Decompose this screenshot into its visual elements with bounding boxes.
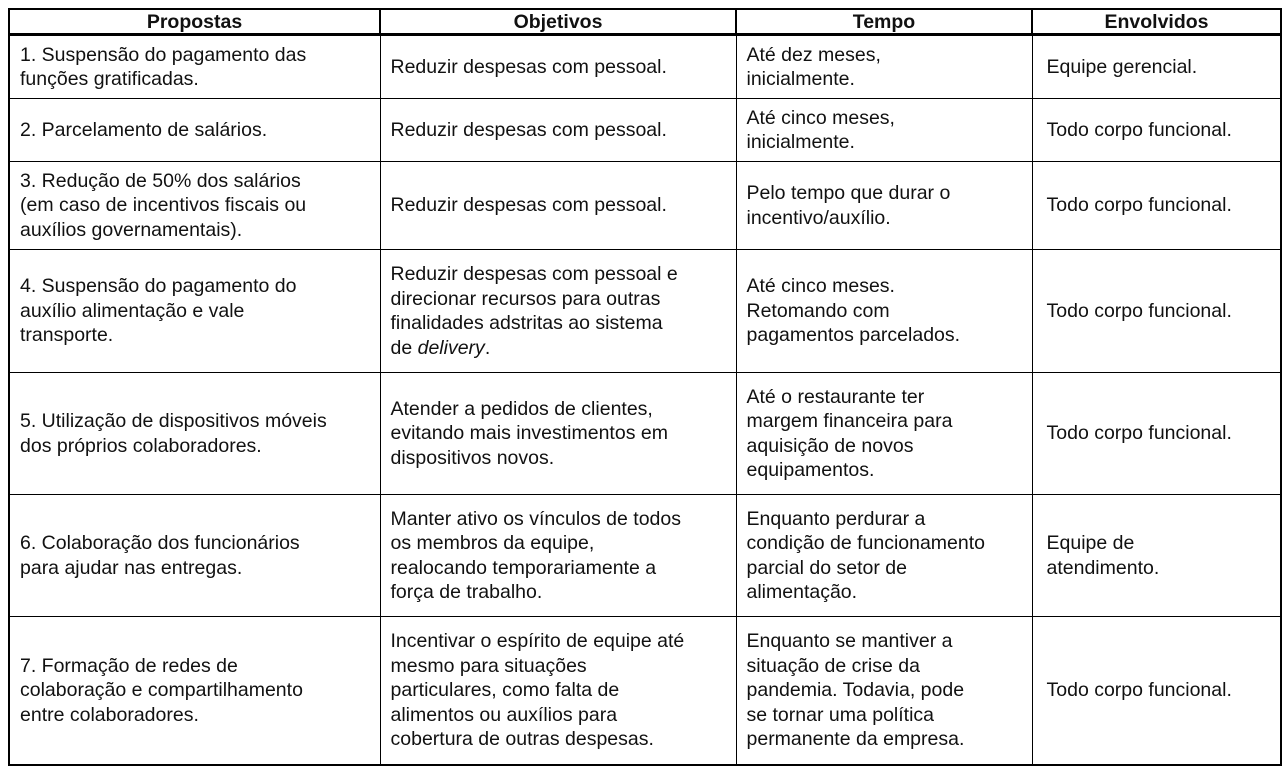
table-row — [9, 495, 1281, 617]
cell-objetivo — [380, 495, 736, 617]
objetivo-text: Reduzir despesas com pessoal. — [390, 55, 667, 78]
cell-tempo — [736, 495, 1032, 617]
tempo-text: Enquanto perdurar a condição de funcionamento parcial do setor de alimentação. — [746, 507, 986, 603]
header-tempo: Tempo — [736, 9, 1032, 35]
proposta-text: 3. Redução de 50% dos salários (em caso de incentivos fiscais ou auxílios governamentais). — [20, 169, 307, 241]
proposta-text: 2. Parcelamento de salários. — [20, 118, 268, 141]
header-objetivos: Objetivos — [380, 9, 736, 35]
envolvidos-text: Todo corpo funcional. — [1046, 299, 1232, 322]
envolvidos-text: Equipe de atendimento. — [1046, 532, 1160, 579]
objetivo-text-main: Reduzir despesas com pessoal e direcionar recursos para outras finalidades adstritas ao sistema de — [390, 263, 678, 359]
cell-tempo — [736, 99, 1032, 162]
proposta-text: 6. Colaboração dos funcionários para ajudar nas entregas. — [20, 532, 300, 579]
cell-envolvidos — [1032, 495, 1281, 617]
envolvidos-text: Todo corpo funcional. — [1046, 422, 1232, 445]
table-row — [9, 373, 1281, 495]
cell-proposta — [9, 99, 380, 162]
cell-objetivo — [380, 617, 736, 766]
table-row — [9, 250, 1281, 373]
cell-tempo — [736, 373, 1032, 495]
cell-tempo — [736, 162, 1032, 250]
objetivo-text: Atender a pedidos de clientes, evitando mais investimentos em dispositivos novos. — [390, 397, 668, 469]
header-envolvidos: Envolvidos — [1032, 9, 1281, 35]
tempo-text: Pelo tempo que durar o incentivo/auxílio. — [746, 182, 951, 229]
envolvidos-text: Todo corpo funcional. — [1046, 194, 1232, 217]
proposta-text: 1. Suspensão do pagamento das funções gratificadas. — [20, 43, 307, 90]
cell-objetivo — [380, 373, 736, 495]
proposta-text: 4. Suspensão do pagamento do auxílio alimentação e vale transporte. — [20, 275, 297, 347]
table-header — [9, 9, 1281, 35]
header-propostas: Propostas — [9, 9, 380, 35]
cell-tempo — [736, 617, 1032, 766]
envolvidos-text: Todo corpo funcional. — [1046, 679, 1232, 702]
cell-proposta — [9, 162, 380, 250]
cell-envolvidos — [1032, 99, 1281, 162]
proposta-text: 5. Utilização de dispositivos móveis dos próprios colaboradores. — [20, 410, 327, 457]
cell-envolvidos — [1032, 250, 1281, 373]
objetivo-text: Reduzir despesas com pessoal. — [390, 194, 667, 217]
cell-envolvidos — [1032, 617, 1281, 766]
cell-envolvidos — [1032, 162, 1281, 250]
table-row — [9, 99, 1281, 162]
delivery-term: delivery — [417, 336, 485, 359]
cell-tempo — [736, 250, 1032, 373]
header-row — [9, 9, 1281, 35]
objetivo-text: Reduzir despesas com pessoal. — [390, 118, 667, 141]
envolvidos-text: Equipe gerencial. — [1046, 55, 1198, 78]
cell-objetivo — [380, 35, 736, 99]
cell-objetivo — [380, 162, 736, 250]
cell-envolvidos — [1032, 35, 1281, 99]
action-plan-table — [8, 8, 1282, 766]
tempo-text: Enquanto se mantiver a situação de crise da pandemia. Todavia, pode se tornar uma política permanente da empresa. — [746, 630, 965, 751]
tempo-text: Até dez meses, inicialmente. — [746, 43, 881, 90]
objetivo-text: Incentivar o espírito de equipe até mesmo para situações particulares, como falta de alimentos ou auxílios para cobertura de outras despesas. — [390, 630, 685, 751]
cell-proposta — [9, 35, 380, 99]
cell-objetivo — [380, 250, 736, 373]
table-body — [9, 35, 1281, 766]
table-row — [9, 35, 1281, 99]
tempo-text: Até cinco meses, inicialmente. — [746, 106, 895, 153]
table-row — [9, 617, 1281, 766]
cell-objetivo — [380, 99, 736, 162]
tempo-text: Até o restaurante ter margem financeira para aquisição de novos equipamentos. — [746, 385, 953, 481]
cell-tempo — [736, 35, 1032, 99]
tempo-text: Até cinco meses. Retomando com pagamentos parcelados. — [746, 275, 961, 347]
cell-proposta — [9, 250, 380, 373]
cell-proposta — [9, 617, 380, 766]
objetivo-text — [391, 262, 728, 360]
proposta-text: 7. Formação de redes de colaboração e compartilhamento entre colaboradores. — [20, 654, 303, 726]
objetivo-text: Manter ativo os vínculos de todos os membros da equipe, realocando temporariamente a força de trabalho. — [390, 507, 681, 603]
cell-proposta — [9, 495, 380, 617]
envolvidos-text: Todo corpo funcional. — [1046, 118, 1232, 141]
cell-proposta — [9, 373, 380, 495]
cell-envolvidos — [1032, 373, 1281, 495]
objetivo-text-end: . — [484, 336, 491, 359]
table-row — [9, 162, 1281, 250]
